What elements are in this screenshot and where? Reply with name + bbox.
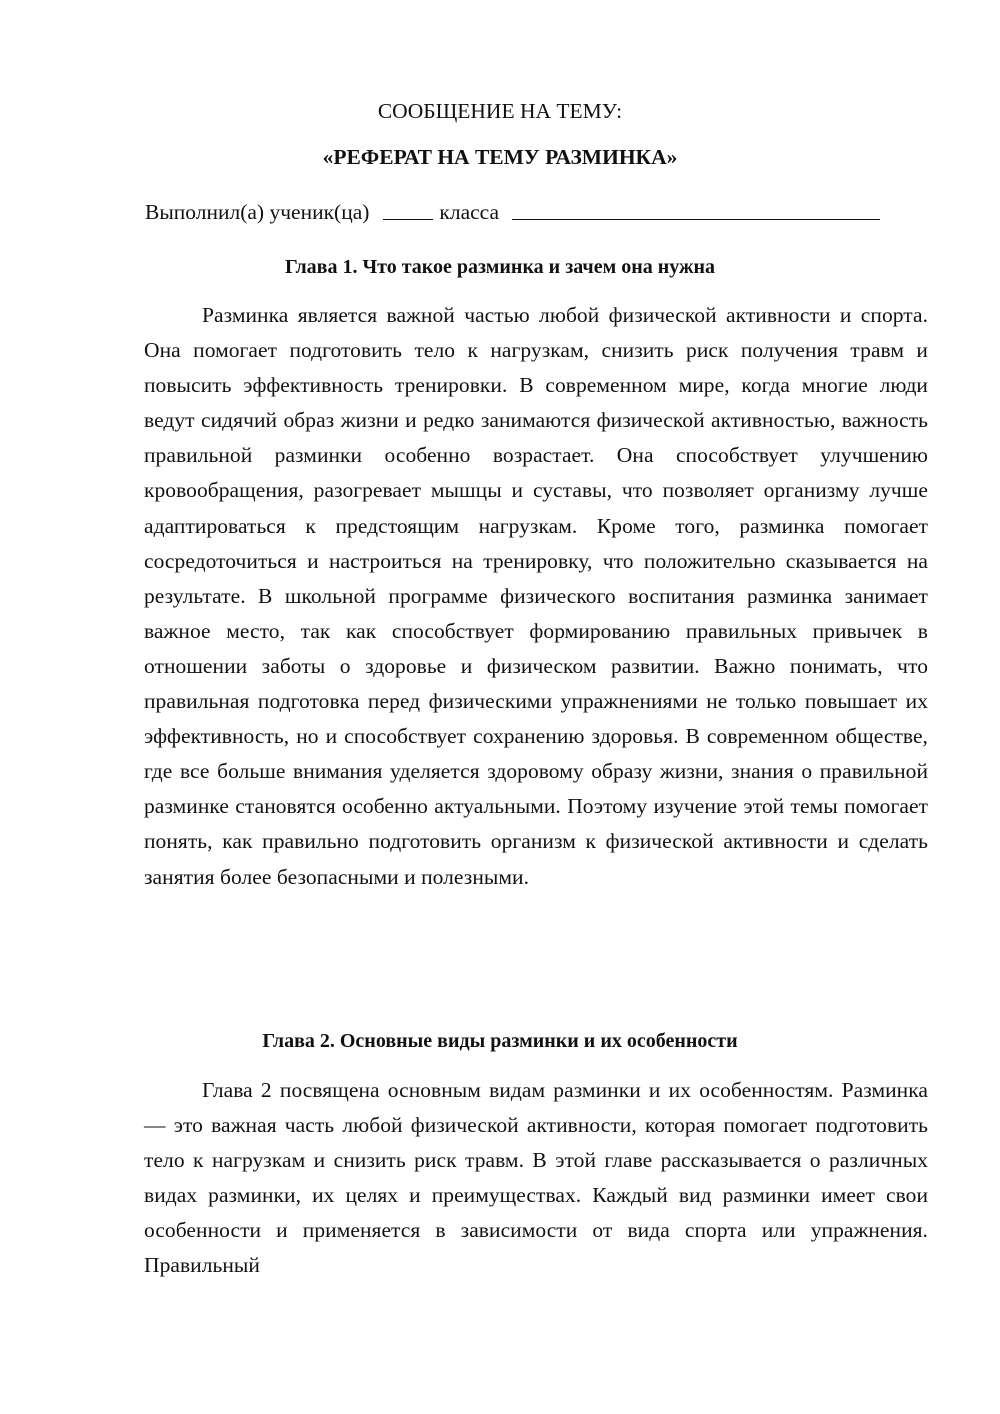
- chapter-2-heading: Глава 2. Основные виды разминки и их особенности: [262, 1030, 738, 1052]
- class-number-blank: [383, 199, 433, 220]
- class-label: класса: [439, 200, 500, 224]
- document-title-line-2: «РЕФЕРАТ НА ТЕМУ РАЗМИНКА»: [322, 145, 678, 169]
- chapter-1-paragraph: Разминка является важной частью любой физической активности и спорта. Она помогает подготовить тело к нагрузкам, снизить риск получения травм и повысить эффективность тренировки. В современном мире, когда многие люди ведут сидячий образ жизни и редко занимаются физической активностью, важность правильной разминки особенно возрастает. Она способствует улучшению кровообращения, разогревает мышцы и суставы, что позволяет организму лучше адаптироваться к предстоящим нагрузкам. Кроме того, разминка помогает сосредоточиться и настроиться на тренировку, что положительно сказывается на результате. В школьной программе физического воспитания разминка занимает важное место, так как способствует формированию правильных привычек в отношении заботы о здоровье и физическом развитии. Важно понимать, что правильная подготовка перед физическими упражнениями не только повышает их эффективность, но и способствует сохранению здоровья. В современном обществе, где все больше внимания уделяется здоровому образу жизни, знания о правильной разминке становятся особенно актуальными. Поэтому изучение этой темы помогает понять, как правильно подготовить организм к физической активности и сделать занятия более безопасными и полезными.: [144, 303, 928, 889]
- student-name-blank: [512, 199, 880, 220]
- chapter-2-paragraph: Глава 2 посвящена основным видам разминки и их особенностям. Разминка — это важная часть любой физической активности, которая помогает подготовить тело к нагрузкам и снизить риск травм. В этой главе рассказывается о различных видах разминки, их целях и преимуществах. Каждый вид разминки имеет свои особенности и применяется в зависимости от вида спорта или упражнения. Правильный: [144, 1078, 928, 1278]
- document-title-line-1: СООБЩЕНИЕ НА ТЕМУ:: [377, 99, 623, 123]
- chapter-1-heading: Глава 1. Что такое разминка и зачем она нужна: [284, 256, 716, 278]
- author-line: [145, 197, 935, 227]
- author-prefix: Выполнил(а) ученик(ца): [145, 200, 370, 224]
